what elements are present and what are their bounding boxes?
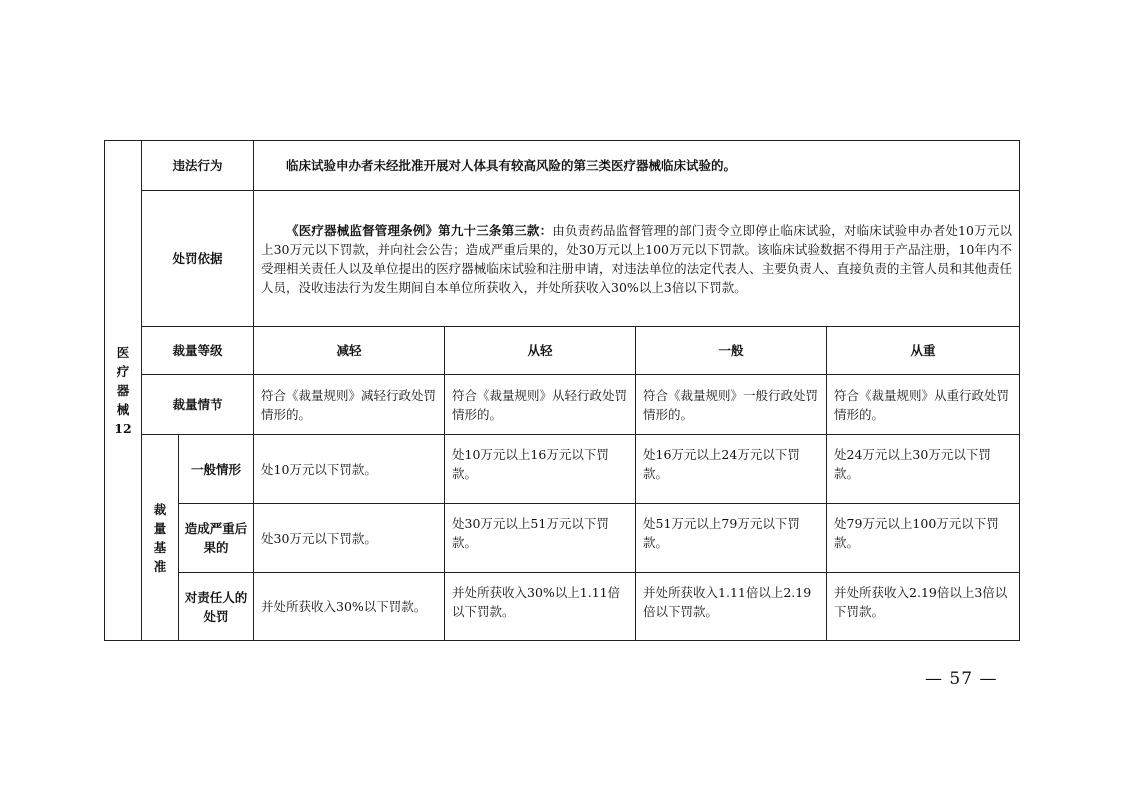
standard-cell: 并处所获收入30%以下罚款。 <box>254 573 445 641</box>
standard-cell: 并处所获收入1.11倍以上2.19倍以下罚款。 <box>636 573 827 641</box>
basis-body: 由负责药品监督管理的部门责令立即停止临床试验，对临床试验申办者处10万元以上30万元以下罚款，并向社会公告；造成严重后果的，处30万元以上100万元以下罚款。该临床试验数据不得用于产品注册，10年内不受理相关责任人以及单位提出的医疗器械临床试验和注册申请，对违法单位的法定代表人、主要负责人、直接负责的主管人员和其他责任人员，没收违法行为发生期间自本单位所获收入，并处所获收入30%以上3倍以下罚款。 <box>261 222 1013 295</box>
standard-cell: 处30万元以下罚款。 <box>254 504 445 573</box>
standard-cell: 处10万元以上16万元以下罚款。 <box>445 435 636 504</box>
basis-lead: 《医疗器械监督管理条例》第九十三条第三款： <box>286 222 553 238</box>
circumstance-cell: 符合《裁量规则》从重行政处罚情形的。 <box>827 375 1020 435</box>
level-header: 一般 <box>636 327 827 375</box>
standard-cell: 处51万元以上79万元以下罚款。 <box>636 504 827 573</box>
circumstance-cell: 符合《裁量规则》从轻行政处罚情形的。 <box>445 375 636 435</box>
category-char: 疗 <box>116 364 130 379</box>
circumstance-cell: 符合《裁量规则》一般行政处罚情形的。 <box>636 375 827 435</box>
levels-label: 裁量等级 <box>142 327 254 375</box>
standard-cell: 处79万元以上100万元以下罚款。 <box>827 504 1020 573</box>
standard-cell: 并处所获收入30%以上1.11倍以下罚款。 <box>445 573 636 641</box>
category-char: 械 <box>116 402 130 417</box>
standard-char: 裁 <box>153 501 167 517</box>
standard-char: 基 <box>153 539 167 555</box>
standard-label: 一般情形 <box>179 435 254 504</box>
violation-label: 违法行为 <box>142 141 254 191</box>
standard-cell: 处30万元以上51万元以下罚款。 <box>445 504 636 573</box>
standard-label: 对责任人的处罚 <box>179 573 254 641</box>
standard-char: 量 <box>153 520 167 536</box>
page-number: — 57 — <box>925 669 998 689</box>
level-header: 从重 <box>827 327 1020 375</box>
level-header: 从轻 <box>445 327 636 375</box>
basis-text <box>254 191 1020 327</box>
circumstance-cell: 符合《裁量规则》减轻行政处罚情形的。 <box>254 375 445 435</box>
standard-group-cell <box>142 435 179 641</box>
circumstances-label: 裁量情节 <box>142 375 254 435</box>
category-number: 12 <box>114 421 132 436</box>
standard-label: 造成严重后果的 <box>179 504 254 573</box>
standard-cell: 处10万元以下罚款。 <box>254 435 445 504</box>
penalty-discretion-table <box>104 140 1020 641</box>
level-header: 减轻 <box>254 327 445 375</box>
standard-cell: 处24万元以上30万元以下罚款。 <box>827 435 1020 504</box>
category-char: 器 <box>116 383 130 398</box>
category-char: 医 <box>116 345 130 360</box>
basis-label: 处罚依据 <box>142 191 254 327</box>
category-cell <box>105 141 142 641</box>
violation-text: 临床试验申办者未经批准开展对人体具有较高风险的第三类医疗器械临床试验的。 <box>254 141 1020 191</box>
standard-cell: 并处所获收入2.19倍以上3倍以下罚款。 <box>827 573 1020 641</box>
standard-char: 准 <box>153 558 167 574</box>
standard-cell: 处16万元以上24万元以下罚款。 <box>636 435 827 504</box>
